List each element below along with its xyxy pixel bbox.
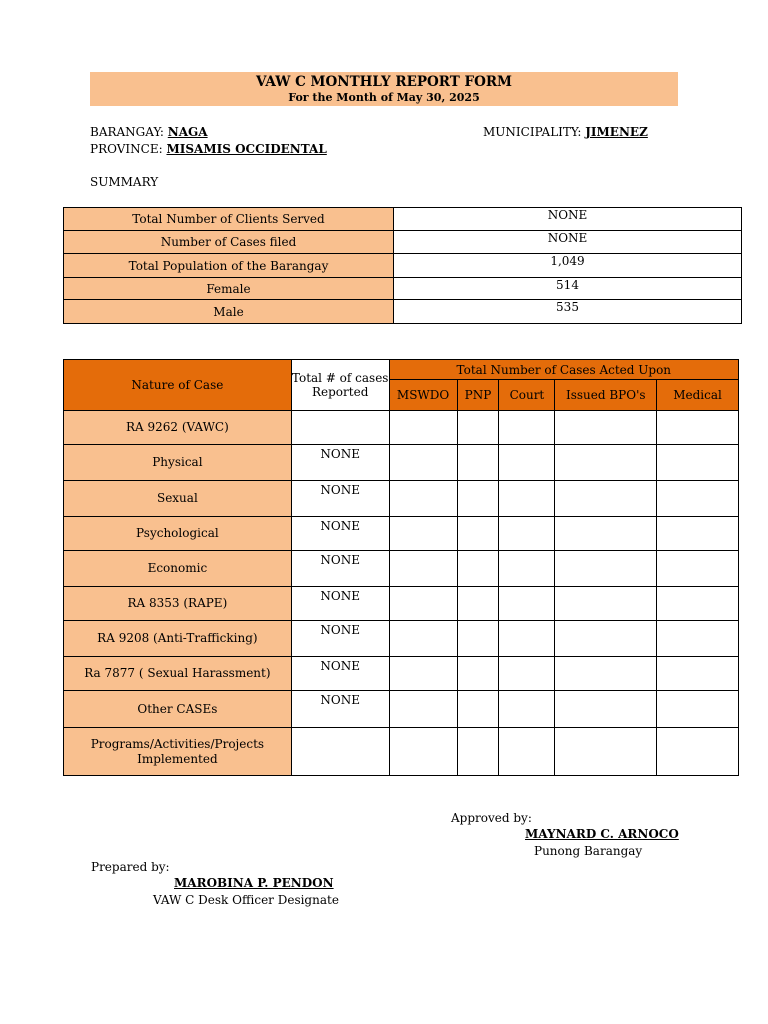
case-nature: Economic [64,551,292,587]
summary-label: Female [64,278,394,300]
case-nature: Ra 7877 ( Sexual Harassment) [64,657,292,691]
summary-value: 514 [394,278,742,300]
approved-by-label: Approved by: [451,811,532,825]
preparer-title: VAW C Desk Officer Designate [153,893,339,907]
case-acted-cell [457,657,499,691]
summary-row [64,254,742,278]
case-acted-cell [457,728,499,776]
case-total [291,411,389,445]
case-total: NONE [291,517,389,551]
case-acted-cell [555,621,657,657]
case-acted-cell [499,621,555,657]
report-subtitle: For the Month of May 30, 2025 [288,91,480,104]
case-acted-cell [499,551,555,587]
case-acted-cell [555,587,657,621]
case-total: NONE [291,657,389,691]
province-line [90,142,327,156]
case-total: NONE [291,621,389,657]
cases-table [63,359,739,776]
summary-label: Number of Cases filed [64,231,394,254]
case-acted-cell [657,551,739,587]
summary-heading: SUMMARY [90,175,159,189]
case-acted-cell [389,517,457,551]
case-total: NONE [291,481,389,517]
case-acted-cell [389,621,457,657]
case-row [64,728,739,776]
summary-row [64,208,742,231]
case-acted-cell [657,728,739,776]
case-nature: Psychological [64,517,292,551]
case-row [64,621,739,657]
province-value: MISAMIS OCCIDENTAL [166,142,327,156]
case-row [64,691,739,728]
case-acted-cell [657,691,739,728]
case-total [291,728,389,776]
case-acted-cell [499,411,555,445]
case-acted-cell [389,481,457,517]
case-acted-cell [499,481,555,517]
case-total: NONE [291,691,389,728]
header-nature-of-case: Nature of Case [64,360,292,411]
case-row [64,445,739,481]
approver-title: Punong Barangay [534,844,643,858]
summary-value: NONE [394,231,742,254]
case-acted-cell [657,621,739,657]
header-sub-col: MSWDO [389,380,457,411]
case-acted-cell [457,621,499,657]
case-acted-cell [457,551,499,587]
summary-value: NONE [394,208,742,231]
case-acted-cell [657,411,739,445]
barangay-label: BARANGAY: [90,125,164,139]
summary-value: 1,049 [394,254,742,278]
case-acted-cell [657,587,739,621]
case-total: NONE [291,445,389,481]
approver-name: MAYNARD C. ARNOCO [525,827,679,841]
case-acted-cell [457,445,499,481]
case-acted-cell [389,728,457,776]
case-nature: Physical [64,445,292,481]
summary-table [63,207,742,324]
header-sub-col: Issued BPO's [555,380,657,411]
case-row [64,481,739,517]
case-acted-cell [499,691,555,728]
case-nature: Sexual [64,481,292,517]
case-acted-cell [499,587,555,621]
case-acted-cell [555,691,657,728]
case-acted-cell [389,657,457,691]
prepared-by-label: Prepared by: [91,860,170,874]
header-total-reported: Total # of cases Reported [291,360,389,411]
summary-row [64,300,742,324]
preparer-name: MAROBINA P. PENDON [174,876,334,890]
case-acted-cell [657,445,739,481]
case-acted-cell [499,728,555,776]
case-acted-cell [555,551,657,587]
case-acted-cell [555,411,657,445]
header-sub-col: Court [499,380,555,411]
case-acted-cell [657,517,739,551]
case-acted-cell [657,657,739,691]
case-acted-cell [389,445,457,481]
summary-label: Total Population of the Barangay [64,254,394,278]
case-acted-cell [389,691,457,728]
case-acted-cell [555,728,657,776]
case-nature: Other CASEs [64,691,292,728]
case-row [64,411,739,445]
barangay-line [90,125,208,139]
header-cases-acted-upon: Total Number of Cases Acted Upon [389,360,738,380]
case-acted-cell [389,411,457,445]
case-acted-cell [457,411,499,445]
case-nature: RA 9262 (VAWC) [64,411,292,445]
case-total: NONE [291,551,389,587]
case-row [64,657,739,691]
barangay-value: NAGA [167,125,208,139]
summary-label: Total Number of Clients Served [64,208,394,231]
summary-value: 535 [394,300,742,324]
municipality-line [483,125,648,139]
case-acted-cell [555,481,657,517]
case-acted-cell [389,587,457,621]
case-acted-cell [499,657,555,691]
case-row [64,551,739,587]
province-label: PROVINCE: [90,142,163,156]
case-acted-cell [499,445,555,481]
municipality-value: JIMENEZ [585,125,648,139]
case-total: NONE [291,587,389,621]
case-acted-cell [457,481,499,517]
case-acted-cell [555,657,657,691]
case-acted-cell [457,517,499,551]
summary-label: Male [64,300,394,324]
case-row [64,587,739,621]
case-acted-cell [389,551,457,587]
report-title: VAW C MONTHLY REPORT FORM [256,74,512,90]
case-acted-cell [555,517,657,551]
report-title-band [90,72,678,106]
case-row [64,517,739,551]
case-nature: Programs/Activities/Projects Implemented [64,728,292,776]
case-acted-cell [657,481,739,517]
case-acted-cell [457,691,499,728]
header-sub-col: PNP [457,380,499,411]
case-nature: RA 8353 (RAPE) [64,587,292,621]
case-acted-cell [499,517,555,551]
summary-row [64,278,742,300]
case-nature: RA 9208 (Anti-Trafficking) [64,621,292,657]
summary-row [64,231,742,254]
case-acted-cell [457,587,499,621]
case-acted-cell [555,445,657,481]
municipality-label: MUNICIPALITY: [483,125,582,139]
header-sub-col: Medical [657,380,739,411]
